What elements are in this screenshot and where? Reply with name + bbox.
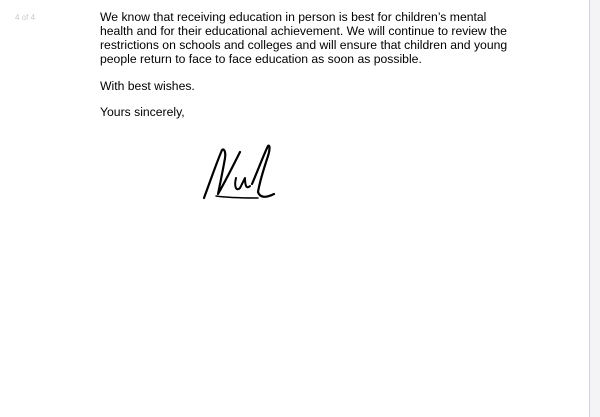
letter-body [100,10,520,119]
handwritten-signature [196,140,282,206]
page-counter: 4 of 4 [15,13,36,22]
paragraph-education: We know that receiving education in person is best for children’s mental health and for their educational achievement. We will continue to review the restrictions on schools and colleges and will ensure that children and young people return to face to face education as soon as possible. [100,10,508,66]
sign-off: Yours sincerely, [100,105,185,119]
closing-wishes: With best wishes. [100,79,195,93]
scrollbar-track[interactable] [590,0,600,417]
